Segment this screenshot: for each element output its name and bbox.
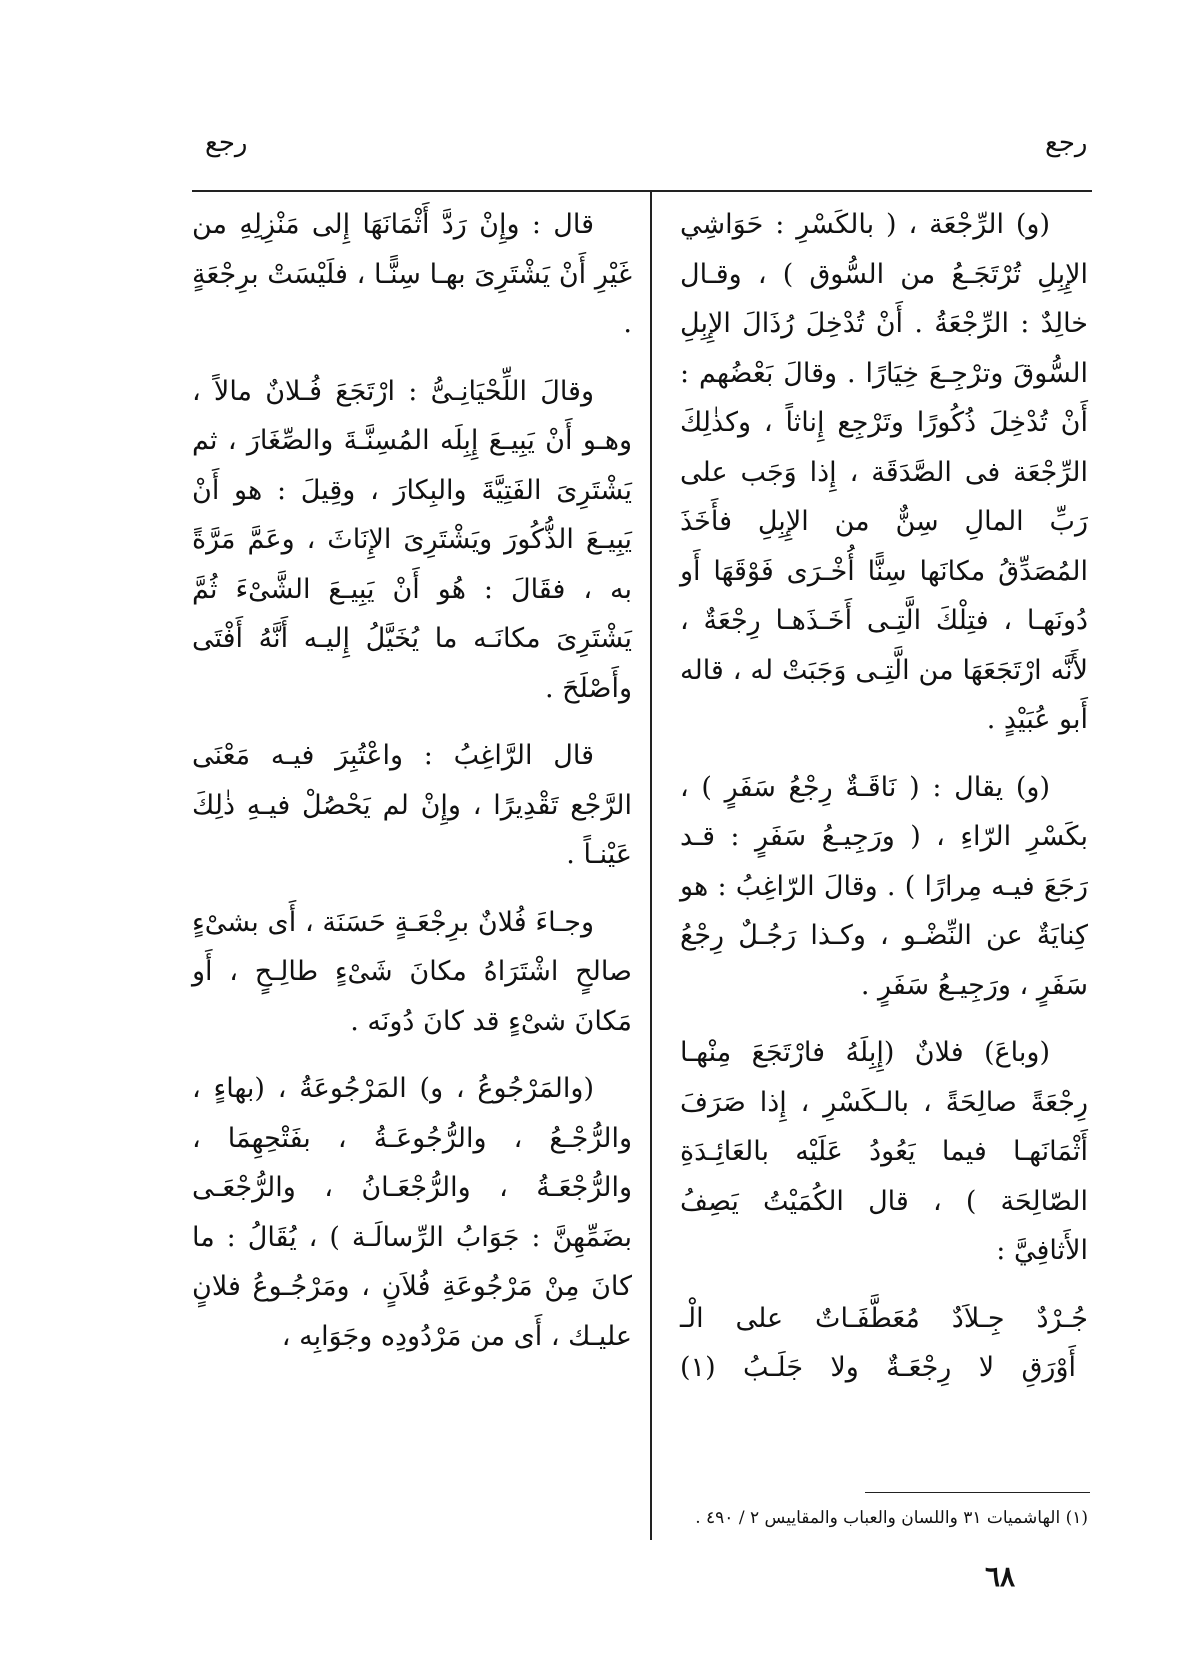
left-column	[192, 200, 632, 1379]
poem-line-1: جُـرْدٌ جِـلاَدٌ مُعَطَّفَـاتٌ على الْـ	[680, 1302, 1088, 1334]
header-rule	[192, 190, 1092, 192]
poem-line-2: أَوْرَقِ لا رِجْعَـةٌ ولا جَلَـبُ (١)	[680, 1352, 1076, 1383]
left-paragraph-4: وجـاءَ فُلانٌ برِجْعَـةٍ حَسَنَة ، أَى بشىْءٍ صالحٍ اشْتَرَاهُ مكانَ شَىْءٍ طالِـحٍ ، أَو مَكانَ شىْءٍ قد كانَ دُونَه .	[192, 906, 632, 1037]
footnote: (١) الهاشميات ٣١ واللسان والعباب والمقاييس ٢ / ٤٩٠ .	[695, 1508, 1088, 1528]
right-paragraph-2: (و) يقال : ( نَاقَـةٌ رِجْعُ سَفَرٍ ) ، بكَسْرِ الرّاءِ ، ( ورَجِيـعُ سَفَرٍ : قـد رَجَعَ فيـه مِرارًا ) . وقالَ الرّاغِبُ : هو كِنايَةٌ عن النِّضْـو ، وكـذا رَجُـلٌ رِجْعُ سَفَرٍ ، ورَجِيـعُ سَفَرٍ .	[680, 771, 1088, 1001]
right-column	[680, 200, 1088, 1393]
right-paragraph-1: (و) الرِّجْعَة ، ( بالكَسْرِ : حَوَاشِي الإِبِلِ تُرْتَجَـعُ من السُّوق ) ، وقـال خالِدٌ : الرِّجْعَةُ . أَنْ تُدْخِلَ رُذَالَ الإِبِلِ السُّوقَ وترْجِـعَ خِيَارًا . وقالَ بَعْضُهم : أَنْ تُدْخِلَ ذُكُورًا وتَرْجِع إِناثاً ، وكذٰلِكَ الرِّجْعَة فى الصَّدَقَة ، إِذا وَجَب على رَبِّ المالِ سِنٌّ من الإِبِلِ فأَخَذَ المُصَدِّقُ مكانَها سِنًّا أُخْـرَى فَوْقَهَا أَو دُونَهـا ، فتِلْكَ الَّتِـى أَخَـذَهـا رِجْعَةٌ ، لأَنَّه ارْتَجَعَهَا من الَّتِـى وَجَبَتْ له ، قاله أَبو عُبَيْدٍ .	[680, 209, 1088, 735]
header-word-left: رجع	[205, 128, 248, 158]
left-paragraph-5: (والمَرْجُوعُ ، و) المَرْجُوعَةُ ، (بهاءٍ ، والرُّجْـعُ ، والرُّجُوعَـةُ ، بفَتْحِهِمَا ، والرُّجْعَـةُ ، والرُّجْعَـانُ ، والرُّجْعَـى بضَمِّهِنَّ : جَوَابُ الرِّسالَـة ) ، يُقَالُ : ما كانَ مِنْ مَرْجُوعَةِ فُلاَنٍ ، ومَرْجُـوعُ فلانٍ عليـك ، أَى من مَرْدُودِه وجَوَابِه ،	[192, 1073, 632, 1352]
left-paragraph-2: وقالَ اللِّحْيَانِـىُّ : ارْتَجَعَ فُـلانٌ مالاً ، وهـو أَنْ يَبِيـعَ إِبِلَه المُسِنَّـةَ والصِّغَارَ ، ثم يَشْتَرِىَ الفَتِيَّةَ والبِكارَ ، وقِيلَ : هو أَنْ يَبِيـعَ الذُّكُورَ ويَشْتَرِىَ الإِنَاثَ ، وعَمَّ مَرَّةً به ، فقَالَ : هُو أَنْ يَبِيـعَ الشَّىْءَ ثُمَّ يَشْتَرِىَ مكانَـه ما يُخَيَّلُ إِليـه أَنَّهُ أَفْتَى وأَصْلَحَ .	[192, 375, 632, 704]
column-divider	[650, 190, 652, 1540]
right-paragraph-3: (وباعَ) فلانٌ (إِبِلَهُ فارْتَجَعَ مِنْهـا رِجْعَةً صالِحَةً ، بالـكَسْرِ ، إِذا صَرَفَ أَثْمَانَهـا فيما يَعُودُ عَلَيْه بالعَائِـدَةِ الصّالِحَة ) ، قال الكُمَيْتُ يَصِفُ الأَثافِيَّ :	[680, 1037, 1088, 1266]
footnote-rule	[865, 1492, 1090, 1493]
poem-verse	[680, 1294, 1088, 1393]
left-paragraph-1: قال : وإِنْ رَدَّ أَثْمَانَهَا إِلى مَنْزِلِهِ من غَيْرِ أَنْ يَشْتَرِىَ بهـا سِنًّـا ، فلَيْسَتْ برِجْعَةٍ .	[192, 209, 632, 339]
header-word-right: رجع	[1045, 128, 1088, 158]
left-paragraph-3: قال الرَّاغِبُ : واعْتُبِرَ فيـه مَعْنَى الرَّجْع تَقْدِيرًا ، وإِنْ لم يَحْصُلْ فيـهِ ذٰلِكَ عَيْنـاً .	[192, 740, 632, 870]
page-number: ٦٨	[985, 1560, 1016, 1593]
